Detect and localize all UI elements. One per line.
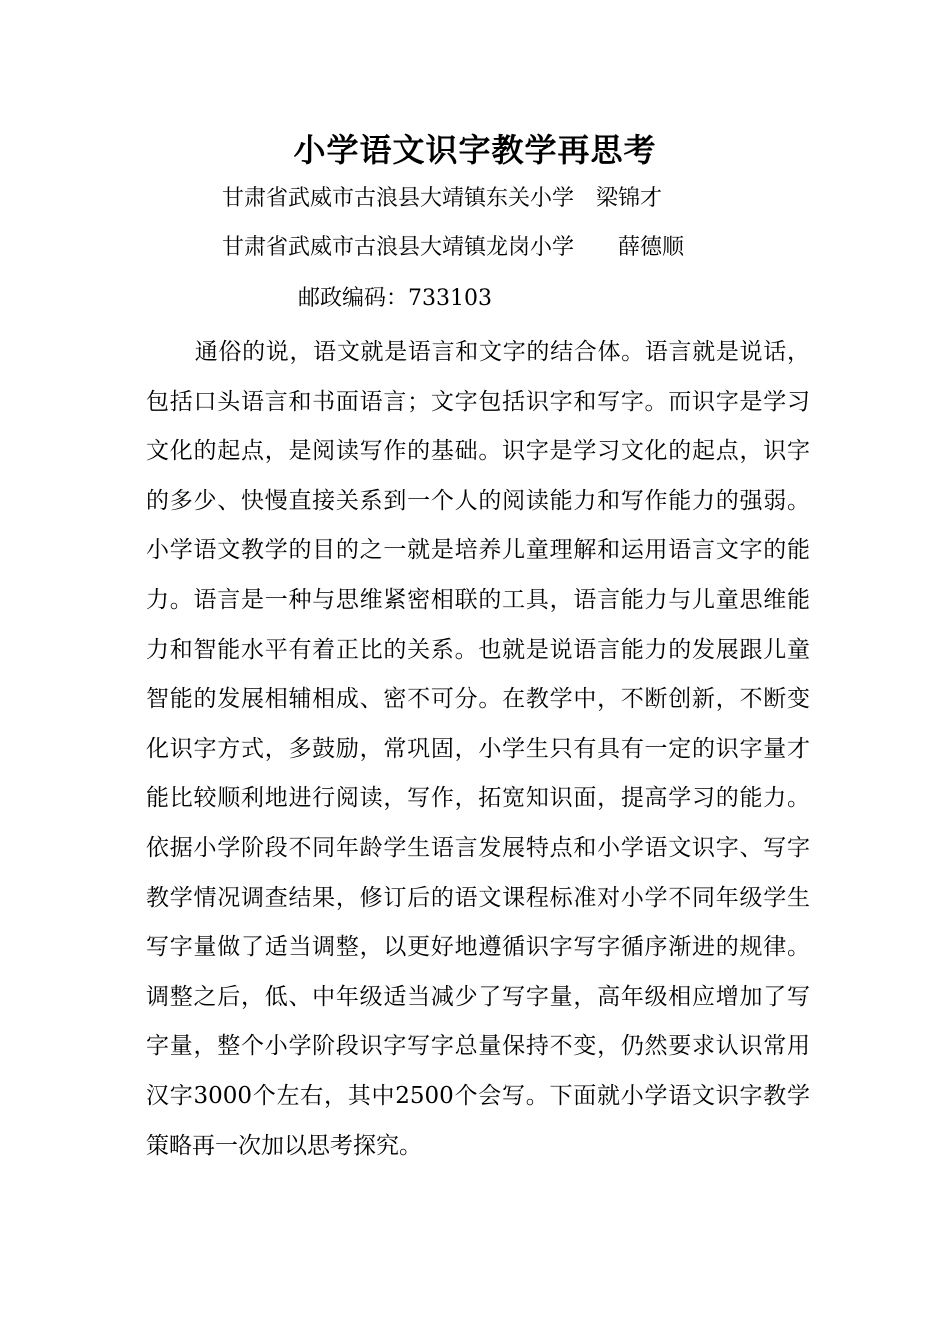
author-line-2: 甘肃省武威市古浪县大靖镇龙岗小学 薛德顺 [222, 235, 685, 260]
document-title: 小学语文识字教学再思考 [293, 131, 657, 169]
author-line-1: 甘肃省武威市古浪县大靖镇东关小学 梁锦才 [222, 186, 663, 211]
paragraph-text: 通俗的说，语文就是语言和文字的结合体。语言就是说话，包括口头语言和书面语言；文字包括识字和写字。而识字是学习文化的起点，是阅读写作的基础。识字是学习文化的起点，识字的多少、快慢直接关系到一个人的阅读能力和写作能力的强弱。小学语文教学的目的之一就是培养儿童理解和运用语言文字的能力。语言是一种与思维紧密相联的工具，语言能力与儿童思维能力和智能水平有着正比的关系。也就是说语言能力的发展跟儿童智能的发展相辅相成、密不可分。在教学中，不断创新，不断变化识字方式，多鼓励，常巩固，小学生只有具有一定的识字量才能比较顺利地进行阅读，写作，拓宽知识面，提高学习的能力。依据小学阶段不同年龄学生语言发展特点和小学语文识字、写字教学情况调查结果，修订后的语文课程标准对小学不同年级学生写字量做了适当调整，以更好地遵循识字写字循序渐进的规律。调整之后，低、中年级适当减少了写字量，高年级相应增加了写字量，整个小学阶段识字写字总量保持不变，仍然要求认识常用汉字3000个左右，其中2500个会写。下面就小学语文识字教学策略再一次加以思考探究。 [146, 339, 810, 1159]
body-paragraph [146, 328, 810, 1171]
postal-code-line: 邮政编码：733103 [298, 286, 492, 311]
